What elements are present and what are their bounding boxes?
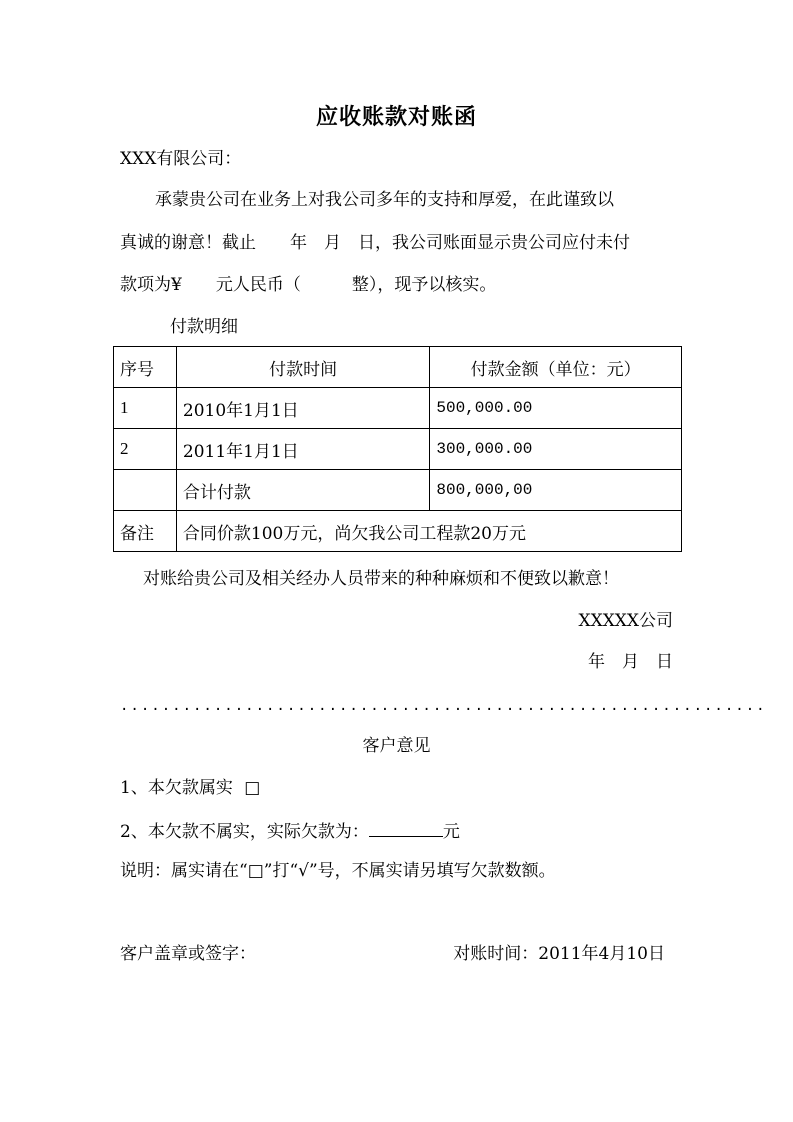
table-row	[114, 429, 682, 470]
header-payment-amount: 付款金额（单位：元）	[430, 347, 682, 388]
remark-row	[114, 511, 682, 552]
remark-label: 备注	[114, 511, 177, 552]
option-disputed	[120, 819, 460, 843]
option-confirmed-label: 1、本欠款属实	[120, 778, 233, 798]
row-no: 1	[114, 388, 177, 429]
apology-text: 对账给贵公司及相关经办人员带来的种种麻烦和不便致以歉意！	[143, 569, 619, 589]
sender-company: XXXXX公司	[578, 611, 673, 631]
option-confirmed	[120, 777, 260, 799]
body-line-1: 承蒙贵公司在业务上对我公司多年的支持和厚爱，在此谨致以	[155, 190, 614, 210]
customer-signature-label: 客户盖章或签字：	[120, 944, 256, 964]
total-row	[114, 470, 682, 511]
dotted-separator: ..............................................................	[120, 698, 767, 714]
row-date: 2011年1月1日	[176, 429, 429, 470]
actual-amount-field[interactable]	[369, 819, 443, 837]
row-date: 2010年1月1日	[176, 388, 429, 429]
total-amount: 800,000,00	[430, 470, 682, 511]
row-amount: 300,000.00	[430, 429, 682, 470]
customer-opinion-heading: 客户意见	[362, 736, 431, 756]
table-row	[114, 388, 682, 429]
document-title: 应收账款对账函	[315, 104, 477, 130]
total-label: 合计付款	[176, 470, 429, 511]
remark-text: 合同价款100万元，尚欠我公司工程款20万元	[176, 511, 681, 552]
option-disputed-label: 2、本欠款不属实，实际欠款为：	[120, 822, 369, 842]
currency-unit: 元	[442, 822, 460, 842]
section-label-payment-details: 付款明细	[170, 317, 238, 337]
sender-date: 年 月 日	[588, 652, 673, 672]
confirm-checkbox[interactable]: □	[244, 778, 261, 798]
header-payment-time: 付款时间	[176, 347, 429, 388]
reconciliation-date: 对账时间：2011年4月10日	[453, 944, 665, 964]
instruction-note: 说明：属实请在“□”打“√”号，不属实请另填写欠款数额。	[120, 861, 556, 881]
body-line-3: 款项为¥ 元人民币（ 整），现予以核实。	[120, 275, 497, 295]
header-no: 序号	[114, 347, 177, 388]
body-line-2: 真诚的谢意！截止 年 月 日，我公司账面显示贵公司应付未付	[120, 233, 630, 253]
payment-table	[113, 346, 682, 552]
row-amount: 500,000.00	[430, 388, 682, 429]
table-header-row	[114, 347, 682, 388]
row-no: 2	[114, 429, 177, 470]
total-no	[114, 470, 177, 511]
addressee: XXX有限公司：	[120, 149, 242, 169]
